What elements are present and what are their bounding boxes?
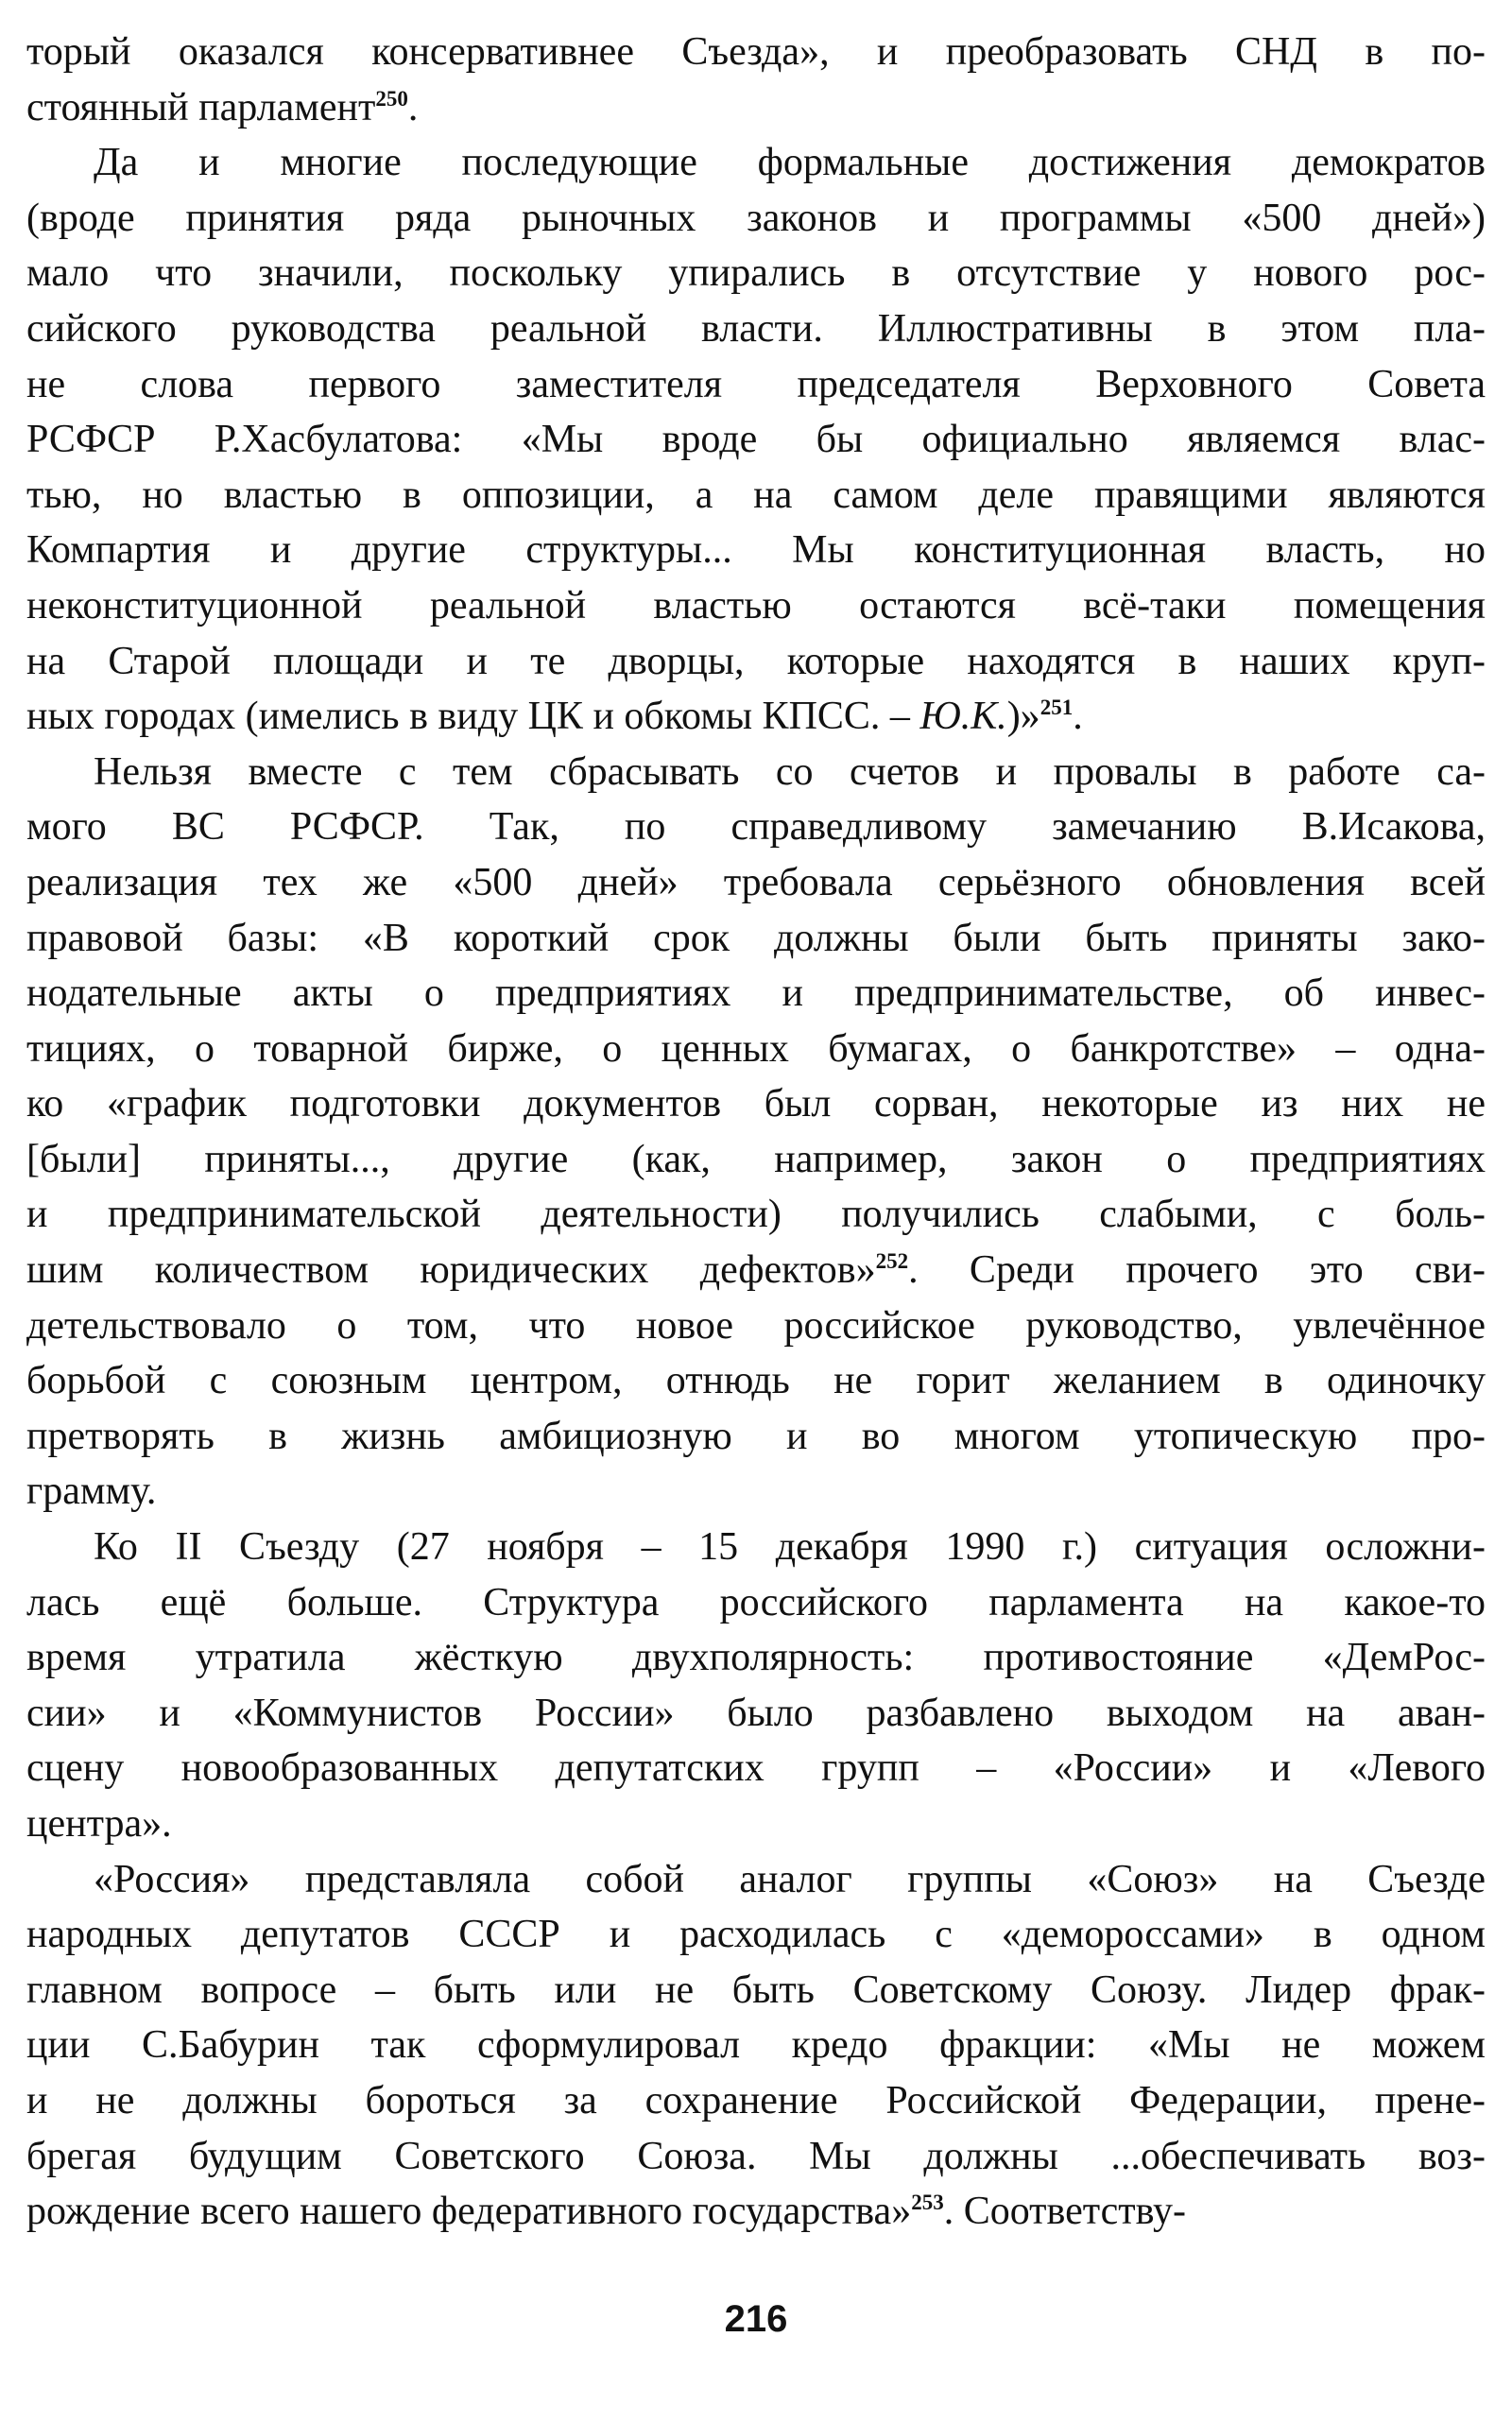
line-text: брегая будущим Советского Союза. Мы должны ...обеспечивать воз- xyxy=(26,2134,1486,2178)
line-text: нодательные акты о предприятиях и предпринимательстве, об инвес- xyxy=(26,971,1486,1016)
text-line xyxy=(26,855,1486,911)
footnote-ref[interactable]: 252 xyxy=(875,1249,909,1274)
line-text: неконституционной реальной властью остаются всё-таки помещения xyxy=(26,583,1486,627)
line-text: [были] приняты..., другие (как, например, закон о предприятиях xyxy=(26,1137,1486,1181)
line-text: рождение всего нашего федеративного государства» xyxy=(26,2190,912,2234)
line-text: сцену новообразованных депутатских групп – «России» и «Левого xyxy=(26,1746,1486,1791)
line-text: Нельзя вместе с тем сбрасывать со счетов и провалы в работе са- xyxy=(94,749,1486,794)
line-text: (вроде принятия ряда рыночных законов и программы «500 дней») xyxy=(26,196,1486,240)
line-text: народных депутатов СССР и расходилась с «демороссами» в одном xyxy=(26,1913,1486,1957)
line-text: правовой базы: «В короткий срок должны были быть приняты зако- xyxy=(26,916,1486,960)
text-line xyxy=(26,966,1486,1022)
text-line xyxy=(26,1796,1486,1852)
text-line xyxy=(26,25,1486,80)
text-line xyxy=(26,1852,1486,1908)
text-line xyxy=(26,2184,1486,2240)
line-text: и предпринимательской деятельности) получились слабыми, с боль- xyxy=(26,1193,1486,1237)
line-text: на Старой площади и те дворцы, которые находятся в наших круп- xyxy=(26,639,1486,683)
text-line xyxy=(26,1520,1486,1575)
text-line xyxy=(26,468,1486,524)
text-line xyxy=(26,1353,1486,1409)
text-line xyxy=(26,1298,1486,1354)
text-line xyxy=(26,745,1486,800)
text-line xyxy=(26,911,1486,967)
line-text-tail: . xyxy=(1073,695,1083,739)
line-text: шим количеством юридических дефектов» xyxy=(26,1248,876,1293)
line-text: не слова первого заместителя председателя Верховного Совета xyxy=(26,362,1486,406)
text-line xyxy=(26,1963,1486,2019)
author-initials: Ю.К. xyxy=(919,695,1007,739)
line-text: тициях, о товарной бирже, о ценных бумагах, о банкротстве» – одна- xyxy=(26,1026,1486,1071)
paragraph xyxy=(26,135,1486,745)
text-line xyxy=(26,689,1486,745)
paragraph xyxy=(26,745,1486,1520)
page-number: 216 xyxy=(724,2298,788,2340)
line-text: «Россия» представляла собой аналог группы «Союз» на Съезде xyxy=(94,1857,1486,1901)
text-line xyxy=(26,301,1486,357)
text-line xyxy=(26,1464,1486,1520)
page-body xyxy=(26,25,1486,2240)
text-line xyxy=(26,1132,1486,1188)
text-line xyxy=(26,412,1486,468)
line-text: мого ВС РСФСР. Так, по справедливому замечанию В.Исакова, xyxy=(26,805,1486,850)
line-text: сийского руководства реальной власти. Иллюстративны в этом пла- xyxy=(26,306,1486,351)
text-line xyxy=(26,634,1486,690)
line-text: ции С.Бабурин так сформулировал кредо фракции: «Мы не можем xyxy=(26,2023,1486,2068)
closing-quote: )» xyxy=(1006,695,1040,739)
text-body xyxy=(26,25,1486,2240)
text-line xyxy=(26,80,1486,136)
line-text: время утратила жёсткую двухполярность: противостояние «ДемРос- xyxy=(26,1636,1486,1680)
line-text: мало что значили, поскольку упирались в отсутствие у нового рос- xyxy=(26,251,1486,296)
line-text: претворять в жизнь амбициозную и во многом утопическую про- xyxy=(26,1414,1486,1458)
line-text: и не должны бороться за сохранение Российской Федерации, прене- xyxy=(26,2078,1486,2122)
line-text: Да и многие последующие формальные достижения демократов xyxy=(94,141,1486,185)
line-text: реализация тех же «500 дней» требовала серьёзного обновления всей xyxy=(26,860,1486,904)
paragraph xyxy=(26,25,1486,135)
text-line xyxy=(26,1187,1486,1243)
line-text: ко «график подготовки документов был сорван, некоторые из них не xyxy=(26,1082,1486,1126)
line-text: главном вопросе – быть или не быть Советскому Союзу. Лидер фрак- xyxy=(26,1968,1486,2012)
text-line xyxy=(26,2073,1486,2129)
line-text: лась ещё больше. Структура российского парламента на какое-то xyxy=(26,1580,1486,1624)
paragraph xyxy=(26,1520,1486,1852)
text-line xyxy=(26,135,1486,191)
line-text: ных городах (имелись в виду ЦК и обкомы КПСС. – xyxy=(26,695,920,739)
line-text: борьбой с союзным центром, отнюдь не горит желанием в одиночку xyxy=(26,1359,1486,1403)
line-text: Ко II Съезду (27 ноября – 15 декабря 1990 г.) ситуация осложни- xyxy=(94,1525,1486,1570)
text-line xyxy=(26,1907,1486,1963)
text-line xyxy=(26,1022,1486,1077)
text-line xyxy=(26,1409,1486,1465)
paragraph xyxy=(26,1852,1486,2240)
text-line xyxy=(26,1741,1486,1796)
text-line xyxy=(26,2129,1486,2185)
line-text-tail: . Соответству- xyxy=(943,2190,1186,2234)
text-line xyxy=(26,1575,1486,1631)
line-text-tail: . Среди прочего это сви- xyxy=(908,1248,1486,1293)
line-text: тью, но властью в оппозиции, а на самом деле правящими являются xyxy=(26,473,1486,517)
text-line xyxy=(26,523,1486,578)
footnote-ref[interactable]: 253 xyxy=(911,2191,944,2215)
line-text: грамму. xyxy=(26,1469,157,1514)
footnote-ref[interactable]: 250 xyxy=(375,86,408,111)
line-text: Компартия и другие структуры... Мы конституционная власть, но xyxy=(26,528,1486,573)
line-text: сии» и «Коммунистов России» было разбавлено выходом на аван- xyxy=(26,1691,1486,1735)
line-text: детельствовало о том, что новое российское руководство, увлечённое xyxy=(26,1303,1486,1348)
line-text: центра». xyxy=(26,1802,172,1846)
text-line xyxy=(26,2018,1486,2073)
footnote-ref[interactable]: 251 xyxy=(1040,696,1074,720)
line-text: РСФСР Р.Хасбулатова: «Мы вроде бы официально являемся влас- xyxy=(26,418,1486,462)
text-line xyxy=(26,1686,1486,1742)
text-line xyxy=(26,1076,1486,1132)
line-text: стоянный парламент xyxy=(26,85,376,129)
text-line xyxy=(26,246,1486,301)
line-text: торый оказался консервативнее Съезда», и преобразовать СНД в по- xyxy=(26,30,1486,74)
text-line xyxy=(26,578,1486,634)
text-line xyxy=(26,1243,1486,1298)
text-line xyxy=(26,799,1486,855)
text-line xyxy=(26,191,1486,247)
text-line xyxy=(26,1630,1486,1686)
line-text-tail: . xyxy=(407,85,419,129)
text-line xyxy=(26,357,1486,413)
